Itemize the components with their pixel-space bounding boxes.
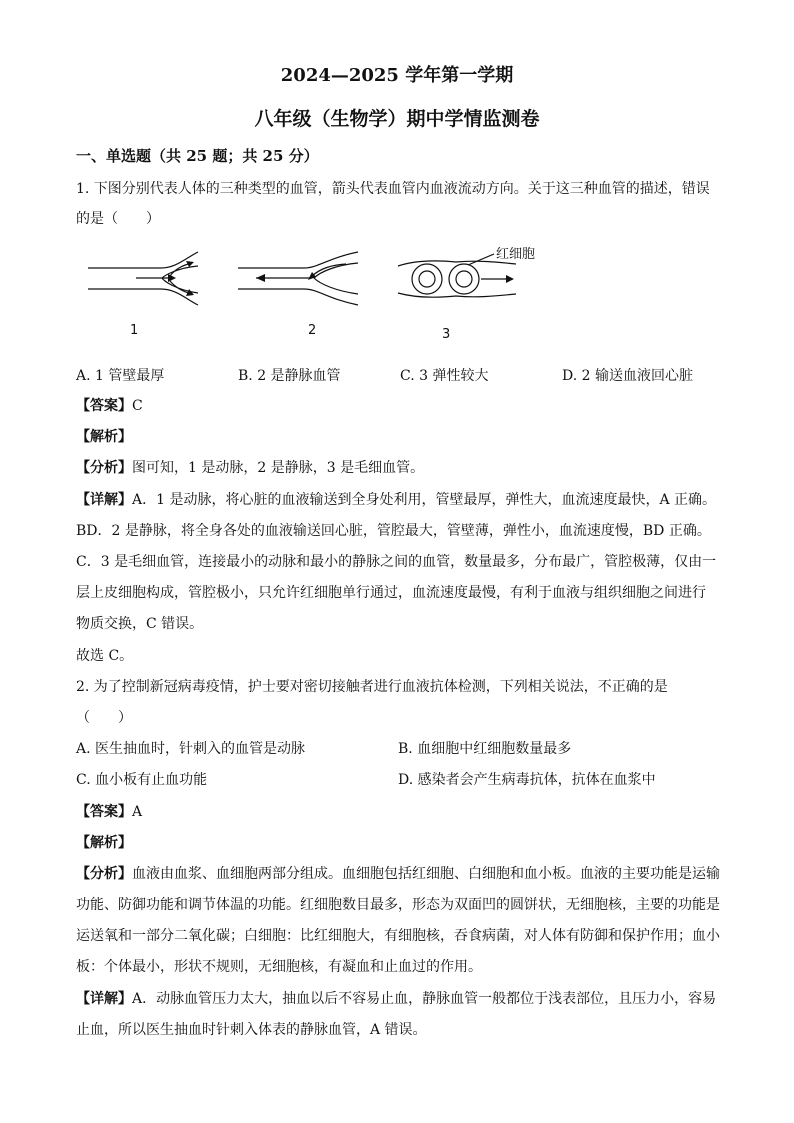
q1-answer-row xyxy=(76,396,720,416)
q1-detail-c-line1: C．3 是毛细血管，连接最小的动脉和最小的静脉之间的血管，数量最多，分布最广，管腔极薄，仅由一 xyxy=(76,554,717,570)
vessel-2-arrow xyxy=(256,274,265,282)
q1-answer-tag: 【答案】 xyxy=(76,398,132,414)
q1-fenxi-text: 图可知，1 是动脉，2 是静脉，3 是毛细血管。 xyxy=(132,460,425,476)
q1-conclusion: 故选 C。 xyxy=(76,648,134,664)
q1-stem-line1: 1. 下图分别代表人体的三种类型的血管，箭头代表血管内血液流动方向。关于这三种血管的描述，错误 xyxy=(76,181,710,197)
q1-fenxi-tag: 【分析】 xyxy=(76,460,132,476)
q1-detail-c-line3: 物质交换，C 错误。 xyxy=(76,616,204,632)
q1-answer-value: C xyxy=(132,398,143,414)
vessel-number-3: 3 xyxy=(442,327,451,342)
vessel-3-arrow xyxy=(506,275,514,283)
q2-xiangjie-tag: 【详解】 xyxy=(76,991,132,1007)
q1-detail-bd: BD．2 是静脉，将全身各处的血液输送回心脏，管腔最大，管壁薄，弹性小，血流速度慢，BD 正确。 xyxy=(76,523,711,539)
q2-fenxi-line4: 板：个体最小，形状不规则，无细胞核，有凝血和止血过的作用。 xyxy=(76,959,482,975)
q2-fenxi-row xyxy=(76,864,720,884)
q2-option-a[interactable]: A. 医生抽血时，针刺入的血管是动脉 xyxy=(76,741,306,757)
q2-detail-line1: A．动脉血管压力太大，抽血以后不容易止血，静脉血管一般都位于浅表部位，且压力小，容易 xyxy=(132,991,717,1007)
vessel-1-arrow xyxy=(168,274,176,282)
q2-answer-value: A xyxy=(132,804,143,820)
q2-fenxi-line2: 功能、防御功能和调节体温的功能。红细胞数目最多，形态为双面凹的圆饼状，无细胞核，主要的功能是 xyxy=(76,897,720,913)
blood-vessel-figure xyxy=(76,238,556,348)
q2-detail-row xyxy=(76,989,720,1009)
q1-option-c[interactable]: C. 3 弹性较大 xyxy=(400,368,489,384)
q1-detail-a-row xyxy=(76,490,720,510)
q1-option-b[interactable]: B. 2 是静脉血管 xyxy=(238,368,341,384)
q1-analysis-tag: 【解析】 xyxy=(76,429,132,445)
q2-answer-tag: 【答案】 xyxy=(76,804,132,820)
vessel-number-2: 2 xyxy=(308,323,317,338)
vessel-1-artery xyxy=(88,252,198,305)
q2-stem-line2: （ ） xyxy=(76,710,132,726)
q1-xiangjie-tag: 【详解】 xyxy=(76,492,132,508)
rbc-label: 红细胞 xyxy=(496,247,536,262)
q2-analysis-tag: 【解析】 xyxy=(76,835,132,851)
q2-option-b[interactable]: B. 血细胞中红细胞数量最多 xyxy=(398,741,572,757)
exam-paper-title: 八年级（生物学）期中学情监测卷 xyxy=(254,108,540,130)
section-heading-single-choice: 一、单选题（共 25 题；共 25 分） xyxy=(76,147,319,165)
q1-option-d[interactable]: D. 2 输送血液回心脏 xyxy=(562,368,693,384)
q2-stem-line1: 2. 为了控制新冠病毒疫情，护士要对密切接触者进行血液抗体检测，下列相关说法，不正确的是 xyxy=(76,679,668,695)
exam-term-title: 2024—2025 学年第一学期 xyxy=(280,65,514,86)
q1-option-a[interactable]: A. 1 管壁最厚 xyxy=(76,368,165,384)
q1-detail-c-line2: 层上皮细胞构成，管腔极小，只允许红细胞单行通过，血流速度最慢，有利于血液与组织细胞之间进行 xyxy=(76,585,706,601)
q2-fenxi-line3: 运送氧和一部分二氧化碳；白细胞：比红细胞大，有细胞核，吞食病菌，对人体有防御和保护作用；血小 xyxy=(76,928,720,944)
vessel-number-1: 1 xyxy=(130,323,139,338)
q2-fenxi-tag: 【分析】 xyxy=(76,866,132,882)
q2-fenxi-line1: 血液由血浆、血细胞两部分组成。血细胞包括红细胞、白细胞和血小板。血液的主要功能是运输 xyxy=(132,866,720,882)
q1-detail-a: A．1 是动脉，将心脏的血液输送到全身处利用，管壁最厚，弹性大，血流速度最快，A 正确。 xyxy=(132,492,717,508)
q2-option-d[interactable]: D. 感染者会产生病毒抗体，抗体在血浆中 xyxy=(398,772,656,788)
q1-stem-line2: 的是（ ） xyxy=(76,211,160,227)
vessel-2-vein xyxy=(238,252,358,305)
q2-detail-line2: 止血，所以医生抽血时针刺入体表的静脉血管，A 错误。 xyxy=(76,1022,427,1038)
q2-answer-row xyxy=(76,802,720,822)
q1-fenxi-row xyxy=(76,458,720,478)
q2-option-c[interactable]: C. 血小板有止血功能 xyxy=(76,772,208,788)
